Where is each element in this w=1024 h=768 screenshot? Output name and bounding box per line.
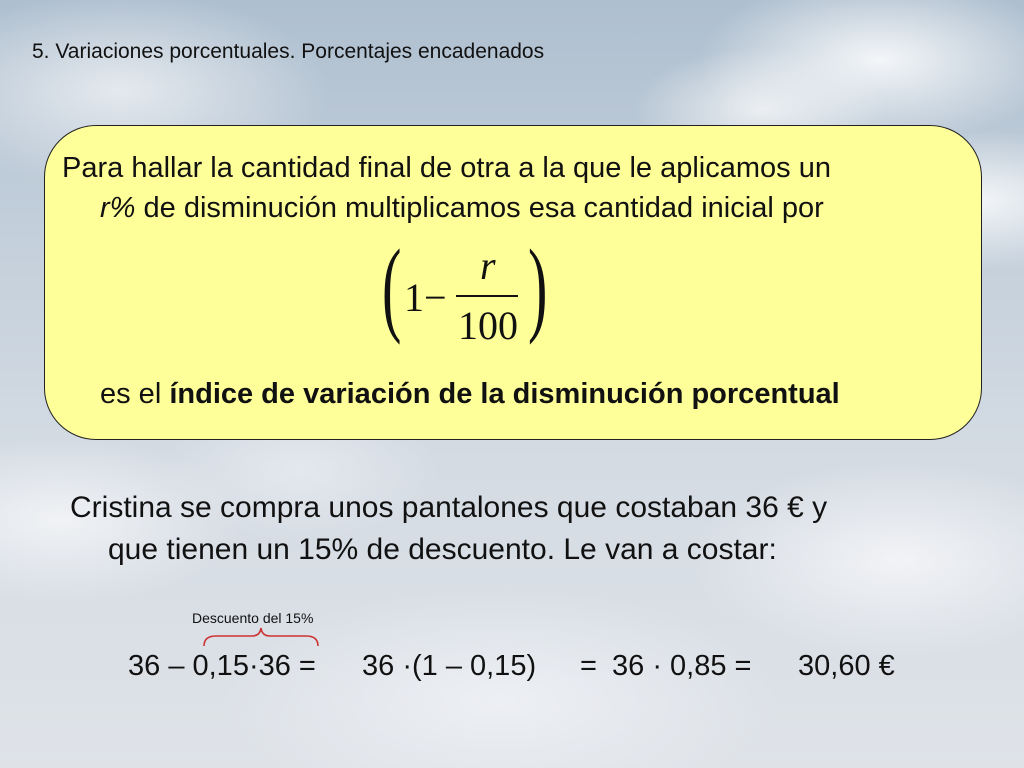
calc-equals: =: [580, 650, 597, 682]
formula-denominator: 100: [458, 303, 518, 348]
example-line-1: Cristina se compra unos pantalones que costaban 36 € y: [70, 491, 828, 524]
example-line-2: que tienen un 15% de descuento. Le van a costar:: [108, 533, 777, 566]
curly-brace-icon: [202, 626, 320, 648]
formula-numerator: r: [480, 243, 496, 288]
calc-result: 30,60 €: [798, 650, 895, 682]
decrease-index-formula: [380, 228, 550, 352]
formula-one-minus: 1−: [404, 275, 447, 320]
definition-key-term: índice de variación de la disminución porcentual: [169, 378, 840, 410]
definition-line-2-rest: de disminución multiplicamos esa cantidad inicial por: [135, 192, 824, 224]
formula-left-paren: (: [381, 228, 402, 345]
formula-right-paren: ): [527, 228, 548, 345]
calc-step-2: 36 ·(1 – 0,15): [362, 650, 537, 682]
definition-line-3: [100, 378, 840, 411]
r-percent: r%: [100, 192, 136, 224]
calc-step-1: 36 – 0,15·36 =: [128, 650, 316, 682]
calc-step-3: 36 · 0,85 =: [612, 650, 752, 682]
formula-fraction-bar: [456, 295, 518, 297]
definition-line-3-prefix: es el: [100, 378, 170, 410]
slide-title: 5. Variaciones porcentuales. Porcentajes encadenados: [32, 40, 545, 63]
definition-line-2: [100, 192, 824, 225]
discount-annotation: Descuento del 15%: [192, 610, 314, 626]
definition-line-1: Para hallar la cantidad final de otra a la que le aplicamos un: [62, 152, 831, 184]
